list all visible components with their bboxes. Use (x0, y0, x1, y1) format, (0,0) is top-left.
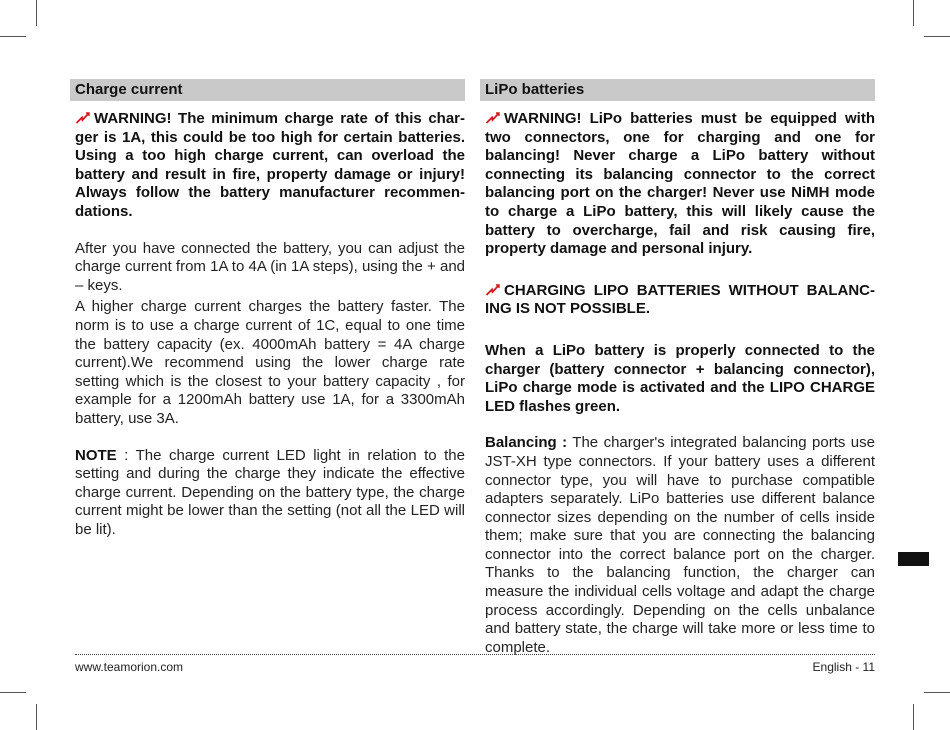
note-label: NOTE (75, 446, 117, 464)
crop-mark (36, 704, 37, 730)
footer-divider (75, 654, 875, 655)
adjust-paragraph: After you have connected the battery, you can adjust the charge current from 1A to 4A (in 1A steps), using the + and – keys. (75, 239, 465, 294)
lipo-warning-paragraph (485, 110, 875, 259)
warning-text: WARNING! The minimum charge rate of this char-ger is 1A, this could be too high for certain batteries. Using a too high charge current, can overload the battery and result in fire, property damage or injury! Always follow the battery manufacturer recommen-dations. (75, 110, 465, 220)
right-content (480, 110, 875, 657)
note-paragraph (75, 447, 465, 540)
warning-lightning-icon (75, 112, 90, 124)
balancing-label: Balancing : (485, 434, 568, 452)
crop-mark (913, 0, 914, 26)
footer-website: www.teamorion.com (75, 660, 184, 674)
section-header-lipo-batteries: LiPo batteries (480, 79, 875, 101)
warning-paragraph (75, 110, 465, 222)
crop-mark (924, 692, 950, 693)
warning-lightning-icon (485, 112, 500, 124)
crop-mark (0, 36, 26, 37)
crop-mark (0, 692, 26, 693)
connected-paragraph: When a LiPo battery is properly connected to the charger (battery connector + balancing connector), LiPo charge mode is activated and the LIPO CHARGE LED flashes green. (485, 341, 875, 415)
higher-current-paragraph: A higher charge current charges the battery faster. The norm is to use a charge current of 1C, equal to one time the battery capacity (ex. 4000mAh battery = 4A charge current).We recommend using the lower charge rate setting which is the closest to your battery capacity , for example for a 1200mAh battery use 1A, for a 3300mAh battery, use 3A. (75, 298, 465, 427)
crop-mark (913, 704, 914, 730)
left-column (70, 79, 465, 539)
page-tab-marker (898, 552, 929, 566)
balancing-paragraph (485, 434, 875, 657)
crop-mark (924, 36, 950, 37)
crop-mark (36, 0, 37, 26)
balancing-warning-paragraph (485, 282, 875, 319)
right-column (480, 79, 875, 657)
left-content (70, 110, 465, 539)
section-header-charge-current: Charge current (70, 79, 465, 101)
footer-page-number: English - 11 (812, 660, 875, 674)
note-text: : The charge current LED light in relation to the setting and during the charge they indicate the effective charge current. Depending on the battery type, the charge current might be lower than the setting (not all the LED will be lit). (75, 446, 465, 538)
balancing-warning-text: CHARGING LIPO BATTERIES WITHOUT BALANC-ING IS NOT POSSIBLE. (485, 281, 875, 318)
warning-lightning-icon (485, 284, 500, 296)
lipo-warning-text: WARNING! LiPo batteries must be equipped with two connectors, one for charging and one for balancing! Never charge a LiPo battery without connecting its balancing connector to the correct balancing port on the charger! Never use NiMH mode to charge a LiPo battery, this will likely cause the battery to overcharge, fail and risk causing fire, property damage and personal injury. (485, 110, 875, 258)
balancing-text: The charger's integrated balancing ports use JST-XH type connectors. If your battery uses a different connector type, you will have to purchase compatible adapters separately. LiPo batteries use different balance connector sizes depending on the number of cells inside them; make sure that you are connecting the balancing connector into the correct balance port on the charger. Thanks to the balancing function, the charger can measure the individual cells voltage and adapt the charge process accordingly. Depending on the cells unbalance and battery state, the charge will take more or less time to complete. (485, 434, 875, 656)
